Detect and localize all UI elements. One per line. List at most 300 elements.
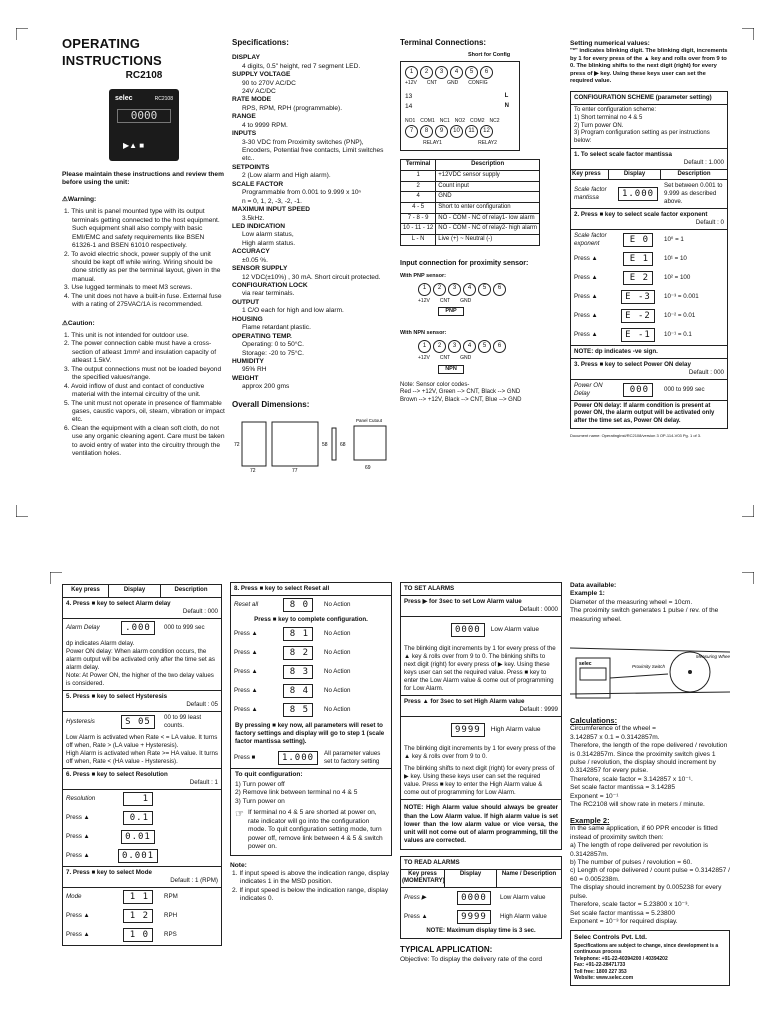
- dimensions-heading: Overall Dimensions:: [232, 399, 310, 409]
- spec-label: SETPOINTS: [232, 163, 270, 171]
- dim-72b: 72: [250, 467, 256, 474]
- row-key: Press ▲: [574, 293, 598, 301]
- step5-row: Hysteresis S 05 00 to 99 least counts.: [66, 713, 202, 729]
- high-alarm-text-2: The blinking shifts to next digit (right) for every press of ▶ key. Using these keys user can set the required value. Press ■ key to enter the High Alarm value & come out of programming for Low Alarm.: [401, 763, 561, 800]
- terminal-pin: 11: [465, 125, 478, 138]
- note-line: High Alarm is activated when Rate >= HA value. It turns off when, Rate < (HA value - Hysteresis).: [66, 749, 219, 765]
- example-line: b) The number of pulses / revolution = 60.: [570, 858, 693, 866]
- read-alarms-box: [400, 856, 562, 939]
- segment-display: 1.000: [278, 751, 318, 765]
- warning-item: 2. To avoid electric shock, power supply of the unit should be kept off while wiring. Wiring should be done strictly as per the terminal layout, given in the manual.: [64, 250, 221, 283]
- spec-label: HUMIDITY: [232, 357, 264, 365]
- spec-value: Operating: 0 to 50°C.: [242, 341, 305, 349]
- calculation-line: 3.142857 x 0.1 = 0.3142857m.: [570, 733, 660, 741]
- company-contact: [574, 943, 726, 982]
- row-key: Press ▲: [574, 255, 598, 263]
- crop-mark-icon: [742, 505, 754, 517]
- segment-display: E 1: [623, 252, 653, 266]
- caution-item: 6. Clean the equipment with a clean soft cloth, do not use any organic cleaning agent. Care must be taken to avoid entry of water into the circuitry through the ventilation holes.: [64, 424, 225, 458]
- terminal-pin: 1: [418, 283, 431, 296]
- proximity-heading: Input connection for proximity sensor:: [400, 259, 529, 267]
- config-steps: [571, 105, 727, 147]
- setnum-heading: Setting numerical values:: [570, 40, 650, 47]
- complete-config-text: Press ■ key to complete configuration.: [254, 615, 368, 623]
- sensor-note-line: Brown --> +12V, Black --> CNT, Blue --> GND: [400, 396, 522, 403]
- segment-display: 1: [123, 792, 153, 806]
- config-step: To enter configuration scheme:: [574, 107, 657, 114]
- segment-display: 8 1: [283, 627, 313, 641]
- table-header: Key press Display Description: [63, 585, 221, 598]
- device-tag: RC2108: [154, 96, 173, 103]
- row-value: 10⁻² = 0.01: [664, 312, 696, 320]
- warning-item: 3. Use lugged terminals to meet M3 screws.: [64, 284, 193, 292]
- terminal-pin: 13: [405, 92, 413, 100]
- example-line: Set scale factor mantissa = 5.23800: [570, 909, 676, 917]
- terminal-pin: 8: [420, 125, 433, 138]
- terminal-pin: 10: [450, 125, 463, 138]
- table-cell: 4 - 5: [401, 203, 436, 214]
- example2-text: [570, 825, 730, 926]
- segment-display: .000: [121, 621, 155, 635]
- company-box: [570, 930, 730, 985]
- dim-77: 77: [292, 467, 298, 474]
- row-key: Mode: [66, 893, 82, 901]
- segment-display: 8 0: [283, 598, 313, 612]
- display-row: [63, 926, 221, 945]
- terminal-label: N: [504, 103, 509, 110]
- note-item: 1. If input speed is above the indication range, display indicates 1 in the MSD position.: [232, 869, 389, 886]
- row-key: Press ▶: [404, 893, 427, 901]
- maintain-text: Please maintain these instructions and review them before using the unit:: [62, 171, 224, 187]
- spec-value: 3-30 VDC from Proximity switches (PNP), Encoders, Potential free contacts, Limit switches etc..: [242, 138, 384, 163]
- segment-display: S 05: [121, 715, 155, 729]
- step3-row: Power ON Delay 000 000 to 999 sec: [571, 380, 727, 401]
- typical-text: Objective: To display the delivery rate of the cord: [400, 955, 543, 963]
- warning-item: 1. This unit is panel mounted type with its output terminals getting connected to the host equipment. Such equipment shall also comply with basic EMI/EMC and safety requirements like BSEN 61326-1 and BSEN 61010 respectively.: [64, 208, 220, 250]
- sensor-note-line: Red --> +12V, Green --> CNT, Black --> GND: [400, 389, 521, 396]
- spec-value: 24V AC/DC: [242, 87, 276, 95]
- table-cell: +12VDC sensor supply: [436, 170, 540, 181]
- row-value: 10⁻³ = 0.001: [664, 293, 699, 301]
- row-key: Press ▲: [66, 912, 90, 920]
- display-row: [63, 828, 221, 847]
- terminal-column: [400, 38, 560, 405]
- segment-display: 0.001: [118, 849, 158, 863]
- table-cell: L - N: [401, 235, 436, 246]
- row-key: Press ▲: [66, 833, 90, 841]
- row-value: High Alarm value: [500, 912, 547, 920]
- step3-heading: 3. Press ■ key to select Power ON delay Default : 000: [571, 359, 727, 380]
- example1-heading: Example 1:: [570, 590, 605, 598]
- set-alarms-heading: TO SET ALARMS: [401, 583, 561, 596]
- display-row: [571, 288, 727, 307]
- spec-value: Programmable from 0.001 to 9.999 x 10ⁿ: [242, 189, 361, 197]
- row-key: Press ▲: [574, 331, 598, 339]
- segment-display: 1.000: [618, 187, 658, 201]
- spec-value: High alarm status.: [242, 239, 296, 247]
- table-cell: GND: [436, 192, 540, 203]
- spec-column: [232, 38, 392, 479]
- segment-display: 8 2: [283, 646, 313, 660]
- contact-line: Specifications are subject to change, since development is a continuous process: [574, 942, 719, 956]
- calculation-line: Therefore, the length of the rope delivered / revolution is 0.3142857m. Since the proximity switch gives 1 pulse / revolution, the display should increment by 0.3142857 for every pulse.: [570, 742, 728, 775]
- spec-value: 1 C/O each for high and low alarm.: [242, 307, 344, 315]
- spec-label: DISPLAY: [232, 54, 260, 62]
- segment-display: E 0: [623, 233, 653, 247]
- terminal-label: NO1: [405, 117, 416, 124]
- high-alarm-text-1: The blinking digit increments by 1 for every press of the ▲ key & rolls over from 9 to 0.: [404, 745, 556, 761]
- caution-item: 2. The power connection cable must have a cross-section of atleast 1mm² and insulation capacity of atleast 1.5kV.: [64, 340, 217, 365]
- segment-display: E 2: [623, 271, 653, 285]
- pnp-box: PNP: [438, 307, 464, 316]
- row-value: RPM: [164, 893, 178, 901]
- read-table-header: Key press (MOMENTARY) Display Name / Description: [401, 870, 561, 888]
- terminal-pin: 4: [463, 283, 476, 296]
- low-alarm-heading: Press ▶ for 3sec to set Low Alarm value Default : 0000: [401, 596, 561, 617]
- row-key: Press ▲: [404, 912, 428, 920]
- step2-heading: 2. Press ■ key to select scale factor exponent Default : 0: [571, 209, 727, 230]
- spec-label: RATE MODE: [232, 96, 272, 104]
- row-key: Press ▲: [574, 312, 598, 320]
- display-row: [571, 269, 727, 288]
- terminal-label: NC2: [489, 117, 500, 124]
- step7-heading: 7. Press ■ key to select Mode Default : 1 (RPM): [63, 867, 221, 888]
- document-name: Document name: OperatingInst/RC2108/version 3 OP-114-V03 Pg. 1 of 3.: [570, 432, 702, 438]
- config-column: [570, 40, 728, 438]
- relay-labels: RELAY1 RELAY2: [423, 139, 497, 146]
- spec-value: approx 200 gms: [242, 383, 290, 391]
- calculation-line: Circumference of the wheel =: [570, 725, 656, 733]
- spec-label: LED INDICATION: [232, 222, 285, 230]
- row-key: Press ▲: [66, 931, 90, 939]
- dim-58: 58: [322, 441, 328, 448]
- display-row: [63, 790, 221, 809]
- display-row: [571, 230, 727, 250]
- display-row: [401, 888, 561, 907]
- calculation-line: Therefore, scale factor = 3.142857 x 10⁻¹.: [570, 775, 693, 783]
- terminal-pin: 9: [435, 125, 448, 138]
- steps-box: [62, 584, 222, 946]
- step4-heading: 4. Press ■ key to select Alarm delay Default : 000: [63, 598, 221, 619]
- dim-69: 69: [365, 464, 371, 471]
- quit-step: 1) Turn power off: [235, 781, 285, 788]
- quit-list: [231, 781, 391, 806]
- contact-line: Telephone: +91-22-40394200 / 40394202: [574, 955, 668, 962]
- step8-rows: [231, 596, 391, 720]
- segment-display: 0.01: [121, 830, 155, 844]
- segment-display: 8 3: [283, 665, 313, 679]
- spec-label: INPUTS: [232, 130, 257, 138]
- page2-column-4: [570, 582, 730, 986]
- example-line: The display should increment by 0.005238 for every pulse.: [570, 884, 722, 900]
- config-step: 1) Short terminal no 4 & 5: [574, 115, 643, 122]
- terminal-label: CNT: [426, 80, 438, 87]
- row-value: 10⁻¹ = 0.1: [664, 331, 692, 339]
- display-row: [231, 596, 391, 615]
- data-heading: Data available:: [570, 582, 617, 589]
- contact-line: Website: www.selec.com: [574, 975, 634, 982]
- page-title: OPERATING INSTRUCTIONS: [62, 36, 162, 68]
- row-value: 10² = 100: [664, 274, 691, 282]
- terminal-pin: 7: [405, 125, 418, 138]
- display-row: [231, 682, 391, 701]
- spec-label: SENSOR SUPPLY: [232, 265, 288, 273]
- terminal-pin: 6: [493, 340, 506, 353]
- terminal-pin: 1: [405, 66, 418, 79]
- spec-value: n = 0, 1, 2, -3, -2, -1.: [242, 197, 302, 205]
- terminal-pin: 12: [480, 125, 493, 138]
- high-alarm-display: 9999 High Alarm value: [401, 717, 561, 743]
- setnum-text: "*" indicates blinking digit. The blinking digit, increments by 1 for every press of the ▲ key and rolls over from 9 to 0. The blinking shifts to the next digit (right) for every press of ▶ key. Using these keys user can set the required value.: [570, 48, 728, 85]
- segment-display: 0.1: [123, 811, 153, 825]
- row-key: Press ▲: [66, 814, 90, 822]
- row-value: No Action: [324, 601, 351, 609]
- table-cell: Short to enter configuration: [436, 203, 540, 214]
- device-brand: selec: [579, 661, 592, 668]
- display-row: [401, 907, 561, 926]
- table-cell: Live (+) ~ Neutral (-): [436, 235, 540, 246]
- config-step: 3) Program configuration setting as per instructions below:: [574, 130, 710, 145]
- read-alarms-heading: TO READ ALARMS: [401, 857, 561, 870]
- spec-value: 90 to 270V AC/DC: [242, 79, 296, 87]
- intro-column: [62, 36, 226, 459]
- high-alarm-note: NOTE: High Alarm value should always be greater than the Low Alarm value. If high alarm value is set lower than the low alarm value or vice versa, the unit will not come out of alarm programming, till the values are corrected.: [404, 804, 558, 844]
- row-value: 10⁰ = 1: [664, 235, 684, 243]
- terminal-power-pins: [405, 93, 412, 112]
- quit-step: 2) Remove link between terminal no 4 & 5: [235, 789, 358, 797]
- spec-value: 4 digits, 0.5" height, red 7 segment LED.: [242, 62, 361, 70]
- low-alarm-display: 0000 Low Alarm value: [401, 617, 561, 643]
- terminal-pin: 2: [420, 66, 433, 79]
- alarms-box: [400, 582, 562, 850]
- spec-label: OUTPUT: [232, 298, 260, 306]
- example2-heading: Example 2:: [570, 815, 610, 825]
- terminal-heading: Terminal Connections:: [400, 38, 487, 47]
- row-key: Press ▲: [66, 852, 90, 860]
- spec-value: via rear terminals.: [242, 290, 295, 298]
- read-note: NOTE: Maximum display time is 3 sec.: [426, 928, 536, 935]
- terminal-label: CONFIG: [468, 80, 488, 87]
- terminal-pin: 4: [463, 340, 476, 353]
- table-row: [401, 181, 540, 192]
- step5-note: [63, 732, 221, 769]
- terminal-bottom-row: [405, 125, 515, 138]
- step1-heading: 1. To select scale factor mantissa Default : 1.000: [571, 148, 727, 170]
- pnp-wire-labels: +12V CNT GND: [418, 297, 472, 304]
- notes-heading: Note:: [230, 861, 247, 869]
- company-name: Selec Controls Pvt. Ltd.: [574, 934, 647, 942]
- terminal-label: +12V: [405, 80, 417, 87]
- caution-icon: ⚠: [62, 319, 68, 327]
- caution-item: 1. This unit is not intended for outdoor use.: [64, 332, 189, 340]
- terminal-label: GND: [447, 80, 459, 87]
- calculations-heading: Calculations:: [570, 715, 618, 725]
- calculation-line: Exponent = 10⁻¹: [570, 792, 619, 800]
- row-key: Press ▲: [574, 274, 598, 282]
- table-cell: 1: [401, 170, 436, 181]
- row-key: Press ▲: [234, 630, 258, 638]
- spec-list: [232, 54, 392, 392]
- dim-72a: 72: [234, 441, 240, 448]
- spec-value: 4 to 9999 RPM.: [242, 121, 288, 129]
- row-value: Low Alarm value: [500, 893, 546, 901]
- table-cell: Count input: [436, 181, 540, 192]
- terminal-label: NC1: [439, 117, 450, 124]
- step8-heading: 8. Press ■ key to select Reset all: [231, 583, 391, 596]
- measuring-wheel-label: Measuring Wheel: [696, 654, 730, 660]
- contact-line: Toll free: 1800 227 353: [574, 968, 627, 975]
- segment-display: 8 4: [283, 684, 313, 698]
- caution-heading: ⚠Caution:: [62, 319, 95, 327]
- table-cell: 7 - 8 - 9: [401, 213, 436, 224]
- spec-value: 12 VDC(±10%) , 30 mA. Short circuit protected.: [242, 273, 381, 281]
- spec-label: HOUSING: [232, 315, 263, 323]
- table-cell: 4: [401, 192, 436, 203]
- table-header-cell: Terminal: [401, 160, 436, 171]
- contact-line: Fax: +91-22-28471733: [574, 962, 626, 969]
- caution-item: 3. The output connections must not be loaded beyond the specified values/range.: [64, 365, 222, 382]
- segment-display: E -3: [621, 290, 655, 304]
- row-value: RPH: [164, 912, 178, 920]
- note-line: Power ON delay: When alarm condition occurs, the alarm output will be activated only after the time set as alarm delay.: [66, 647, 215, 671]
- terminal-diagram: [400, 61, 520, 151]
- table-row: [401, 170, 540, 181]
- terminal-pin: 6: [480, 66, 493, 79]
- display-row: [63, 809, 221, 828]
- spec-label: OPERATING TEMP.: [232, 332, 292, 340]
- row-key: Reset all: [234, 601, 259, 609]
- terminal-bottom-labels: [405, 118, 515, 124]
- reset-warning: By pressing ■ key now, all parameters will reset to factory settings and display will go to step 1 (scale factor mantissa setting).: [235, 721, 385, 745]
- example-line: a) The length of rope delivered per revolution is 0.3142857m.: [570, 842, 709, 858]
- npn-diagram: [418, 340, 560, 373]
- step1-row: Scale factor mantissa 1.000 Set between 0.001 to 9.999 as described above.: [571, 180, 727, 209]
- segment-display: 9999: [457, 910, 491, 924]
- step6-rows: [63, 790, 221, 867]
- page-gap: [0, 530, 768, 562]
- display-row: [231, 663, 391, 682]
- row-value: 10¹ = 10: [664, 255, 687, 263]
- crop-mark-icon: [50, 572, 62, 584]
- display-row: [571, 250, 727, 269]
- terminal-table: [400, 159, 540, 245]
- row-value: No Action: [324, 687, 351, 695]
- step2-rows: [571, 230, 727, 345]
- terminal-pin: 5: [478, 283, 491, 296]
- crop-mark-icon: [742, 28, 754, 40]
- row-value: No Action: [324, 668, 351, 676]
- pnp-diagram: [418, 283, 560, 316]
- terminal-mid-row: [405, 93, 515, 112]
- table-cell: 2: [401, 181, 436, 192]
- terminal-pin: 2: [433, 283, 446, 296]
- quit-heading: To quit configuration:: [235, 770, 303, 778]
- row-key: Scale factor exponent: [574, 232, 607, 247]
- segment-display: 9999: [451, 723, 485, 737]
- table-row: [401, 192, 540, 203]
- calculation-line: Set scale factor mantissa = 3.14285: [570, 784, 676, 792]
- terminal-label: COM2: [470, 117, 485, 124]
- note-line: Low Alarm is activated when Rate < = LA value. It turns off when, Rate > (LA value + Hysteresis).: [66, 733, 218, 749]
- reset-box: [230, 582, 392, 856]
- display-row: [571, 307, 727, 326]
- device-keys-icon: ▶▲ ■: [123, 140, 145, 150]
- segment-display: 1 2: [123, 909, 153, 923]
- row-value: No Action: [324, 706, 351, 714]
- page2-column-2: [230, 582, 392, 904]
- page-2: [0, 562, 768, 1024]
- config-step: 2) Turn power ON.: [574, 122, 624, 129]
- spec-value: Storage: -20 to 75°C.: [242, 349, 305, 357]
- spec-value: 95% RH: [242, 366, 267, 374]
- spec-value: 2 (Low alarm and High alarm).: [242, 172, 331, 180]
- segment-display: 0000: [457, 891, 491, 905]
- terminal-label: COM1: [420, 117, 435, 124]
- terminal-pin: 6: [493, 283, 506, 296]
- display-row: [231, 701, 391, 720]
- device-brand: selec: [115, 95, 133, 103]
- display-row: [231, 644, 391, 663]
- example-line: Diameter of the measuring wheel = 10cm.: [570, 598, 693, 606]
- row-key: Press ▲: [234, 687, 258, 695]
- segment-display: 000: [623, 383, 653, 397]
- segment-display: 8 5: [283, 703, 313, 717]
- terminal-top-row: [405, 66, 515, 79]
- npn-terminals: [418, 340, 560, 353]
- row-key: Press ▲: [234, 668, 258, 676]
- table-cell: 10 - 11 - 12: [401, 224, 436, 235]
- spec-heading: Specifications:: [232, 38, 289, 47]
- step-table-header: Key press Display Description: [571, 170, 727, 181]
- segment-display: 1 1: [123, 890, 153, 904]
- row-value: RPS: [164, 931, 177, 939]
- typical-heading: TYPICAL APPLICATION:: [400, 944, 493, 954]
- pnp-heading: With PNP sensor:: [400, 272, 446, 279]
- short-config-label: Short for Config: [468, 52, 511, 59]
- dim-68: 68: [340, 441, 346, 448]
- segment-display: E -2: [621, 309, 655, 323]
- table-row: [401, 235, 540, 246]
- example-line: The proximity switch generates 1 pulse / rev. of the measuring wheel.: [570, 607, 719, 623]
- note-item: 2. If input speed is below the indication range, display indicates 0.: [232, 886, 389, 903]
- caution-item: 4. Avoid inflow of dust and contact of conductive material with the internal circuitry of the unit.: [64, 382, 205, 399]
- spec-label: CONFIGURATION LOCK: [232, 282, 308, 290]
- pnp-terminals: [418, 283, 560, 296]
- spec-value: ±0.05 %.: [242, 256, 268, 264]
- example-line: In the same application, if 60 PPR encoder is fitted instead of proximity switch then:: [570, 825, 718, 841]
- quit-step: 3) Turn power on: [235, 797, 285, 805]
- example-line: Therefore, scale factor = 5.23800 x 10⁻³.: [570, 901, 690, 909]
- example1-text: [570, 599, 730, 624]
- sensor-note: [400, 382, 560, 405]
- high-alarm-heading: Press ▲ for 3sec to set High Alarm value Default : 9999: [401, 696, 561, 717]
- terminal-pin: 5: [478, 340, 491, 353]
- terminal-pin: 3: [448, 340, 461, 353]
- spec-label: MAXIMUM INPUT SPEED: [232, 206, 311, 214]
- spec-value: Flame retardant plastic.: [242, 324, 311, 332]
- terminal-pin: 1: [418, 340, 431, 353]
- terminal-pin: 4: [450, 66, 463, 79]
- notes-list: [230, 870, 392, 904]
- row-value: No Action: [324, 630, 351, 638]
- dimensions-diagram: [232, 414, 392, 476]
- calculation-line: The RC2108 will show rate in meters / minute.: [570, 801, 705, 809]
- step2-note: NOTE: dp indicates -ve sign.: [571, 345, 727, 359]
- npn-heading: With NPN sensor:: [400, 330, 447, 337]
- measuring-wheel-figure: [570, 628, 730, 708]
- crop-mark-icon: [16, 505, 28, 517]
- terminal-top-labels: [405, 80, 515, 86]
